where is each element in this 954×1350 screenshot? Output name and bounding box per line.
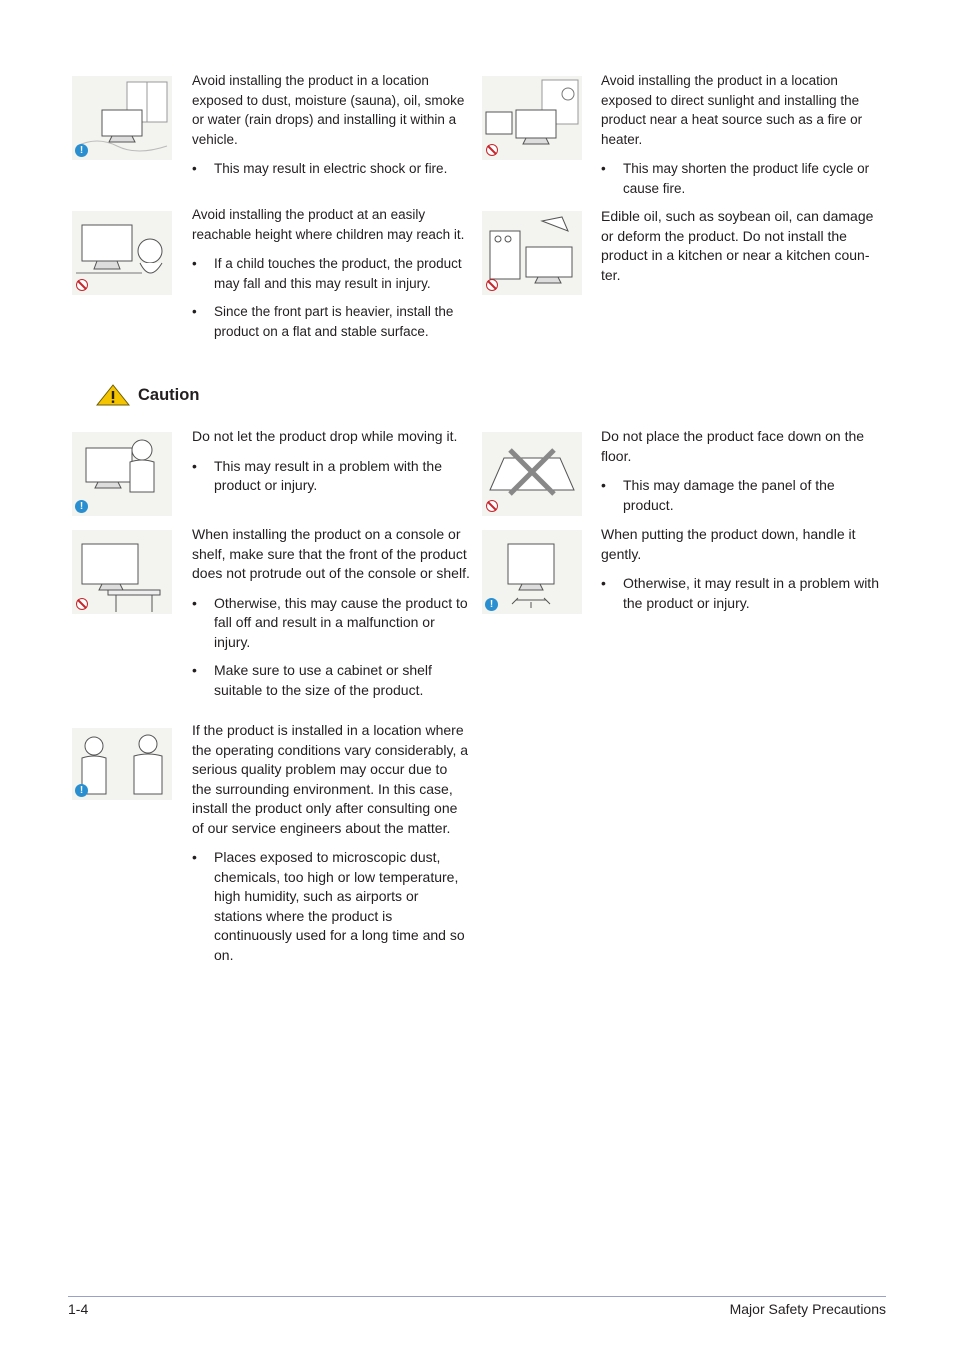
footer-rule bbox=[68, 1296, 886, 1297]
caution-bullet: • Make sure to use a cabinet or shelf suitable to the size of the product. bbox=[192, 661, 470, 700]
caution-bullet: • Otherwise, it may result in a problem with the product or injury. bbox=[601, 574, 886, 613]
caution-text: If the product is installed in a location where the operating conditions vary considerably, a serious quality problem may occur due to the surrounding environment. In this case, install the product only after consulting one of our service engineers about the matter. bbox=[192, 722, 469, 836]
illustration-carrying-monitor bbox=[72, 432, 172, 516]
caution-bullet: • This may result in a problem with the product or injury. bbox=[192, 457, 470, 496]
illustration-consulting-service-engineer bbox=[72, 728, 172, 800]
warning-text: Edible oil, such as soybean oil, can damage or deform the product. Do not install the product in a kitchen or near a kitchen coun-ter. bbox=[601, 208, 874, 283]
caution-text: When installing the product on a console or shelf, make sure that the front of the product does not protrude out of the console or shelf. bbox=[192, 526, 470, 581]
section-title: Major Safety Precautions bbox=[729, 1301, 886, 1317]
caution-item-drop bbox=[192, 427, 470, 505]
caution-text: Do not place the product face down on the floor. bbox=[601, 428, 865, 464]
warning-text: Avoid installing the product in a location exposed to direct sunlight and installing the product near a heat source such as a fire or heater. bbox=[601, 73, 863, 147]
illustration-putting-monitor-down bbox=[482, 530, 582, 614]
illustration-monitor-face-down bbox=[482, 432, 582, 516]
caution-text: When putting the product down, handle it gently. bbox=[601, 526, 856, 562]
prohibited-icon bbox=[486, 500, 498, 512]
warning-item-sunlight-heat bbox=[601, 71, 877, 207]
caution-item-shelf bbox=[192, 525, 470, 709]
warning-bullet: • Since the front part is heavier, install the product on a flat and stable surface. bbox=[192, 302, 468, 341]
info-icon: ! bbox=[75, 500, 88, 513]
caution-bullet: • This may damage the panel of the product. bbox=[601, 476, 886, 515]
warning-bullet: • This may result in electric shock or fire. bbox=[192, 159, 468, 179]
warning-bullet: • If a child touches the product, the product may fall and this may result in injury. bbox=[192, 254, 468, 293]
illustration-monitor-in-dusty-room bbox=[72, 76, 172, 160]
illustration-monitor-in-kitchen bbox=[482, 211, 582, 295]
warning-text: Avoid installing the product at an easily reachable height where children may reach it. bbox=[192, 207, 465, 242]
warning-bullet: • This may shorten the product life cycle or cause fire. bbox=[601, 159, 877, 198]
prohibited-icon bbox=[486, 144, 498, 156]
info-icon: ! bbox=[485, 598, 498, 611]
caution-item-face-down bbox=[601, 427, 886, 524]
illustration-child-reaching-monitor bbox=[72, 211, 172, 295]
warning-item-kitchen-oil bbox=[601, 207, 886, 295]
prohibited-icon bbox=[486, 279, 498, 291]
prohibited-icon bbox=[76, 279, 88, 291]
caution-item-operating-conditions bbox=[192, 721, 470, 974]
warning-item-children bbox=[192, 205, 468, 350]
caution-text: Do not let the product drop while moving it. bbox=[192, 428, 458, 444]
illustration-monitor-on-shelf bbox=[72, 530, 172, 614]
info-icon: ! bbox=[75, 144, 88, 157]
warning-triangle-icon bbox=[96, 384, 130, 406]
caution-item-handle-gently bbox=[601, 525, 886, 622]
caution-bullet: • Otherwise, this may cause the product to fall off and result in a malfunction or injury. bbox=[192, 594, 470, 653]
warning-text: Avoid installing the product in a location exposed to dust, moisture (sauna), oil, smoke or water (rain drops) and installing it within a vehicle. bbox=[192, 73, 465, 147]
page-number: 1-4 bbox=[68, 1301, 89, 1317]
caution-heading bbox=[96, 384, 199, 406]
caution-title: Caution bbox=[138, 385, 200, 404]
warning-item-dust-moisture bbox=[192, 71, 468, 188]
info-icon: ! bbox=[75, 784, 88, 797]
illustration-monitor-near-heater bbox=[482, 76, 582, 160]
prohibited-icon bbox=[76, 598, 88, 610]
caution-bullet: • Places exposed to microscopic dust, chemicals, too high or low temperature, high humidity, such as airports or stations where the product is continuously used for a long time and so on. bbox=[192, 848, 470, 965]
